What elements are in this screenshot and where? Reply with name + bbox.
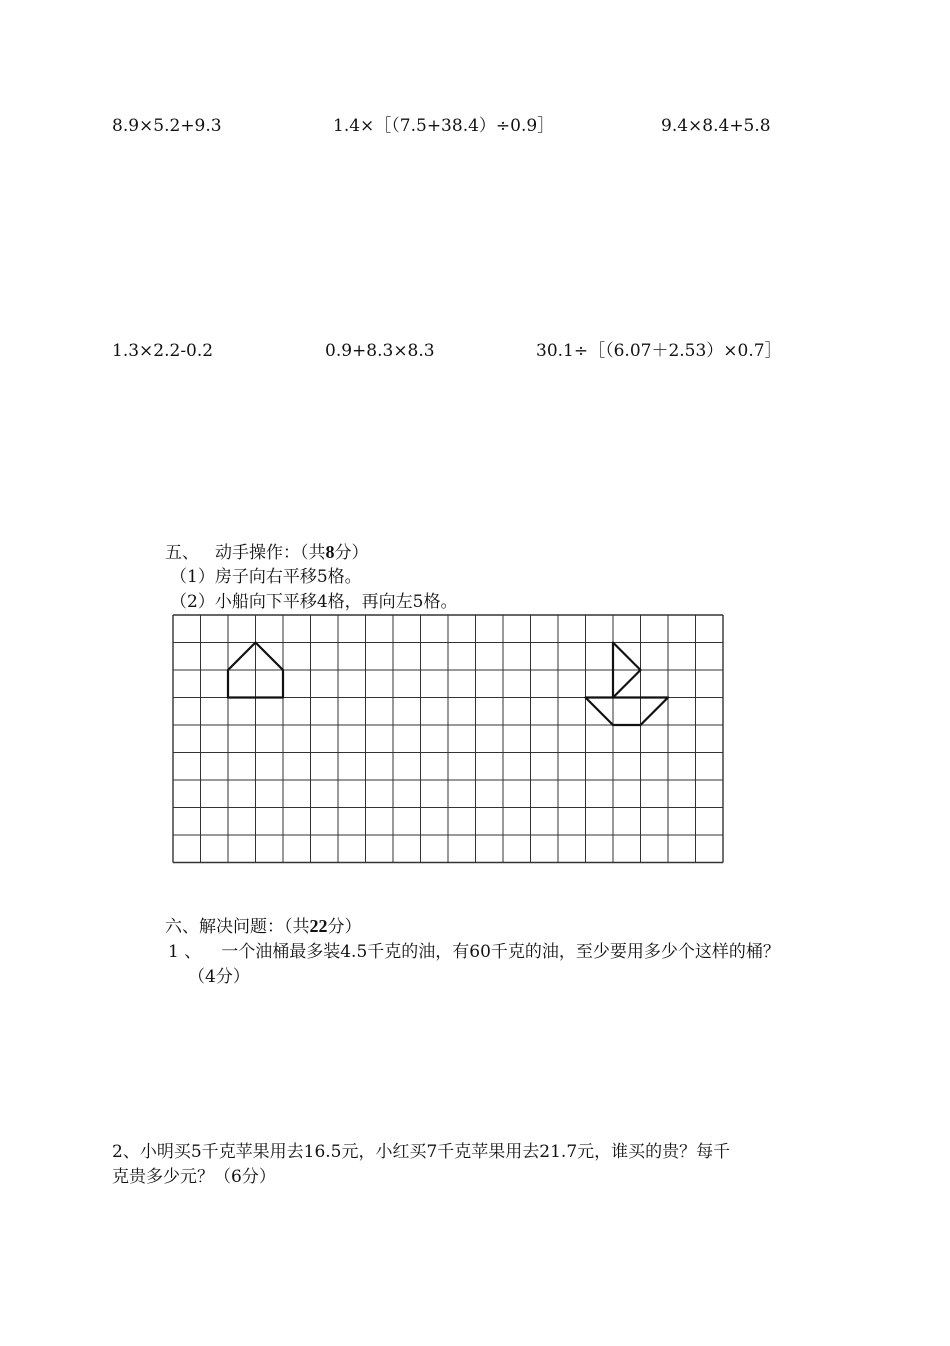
question1 bbox=[168, 941, 780, 963]
calc-expression: 8.9×5.2+9.3 bbox=[112, 116, 222, 136]
section6-points: 22 bbox=[309, 916, 328, 936]
section5-title-prefix: 动手操作：（共 bbox=[215, 543, 326, 563]
section5-number: 五、 bbox=[165, 543, 199, 563]
calc-expression: 1.3×2.2-0.2 bbox=[112, 341, 214, 361]
section5-task2: （2）小船向下平移4格，再向左5格。 bbox=[170, 592, 458, 612]
question1-score: （4分） bbox=[188, 967, 250, 987]
question2-line2: 克贵多少元？（6分） bbox=[112, 1167, 276, 1187]
calc-expression: 9.4×8.4+5.8 bbox=[661, 116, 771, 136]
section6-heading bbox=[165, 915, 362, 938]
question2-line1: 2、小明买5千克苹果用去16.5元，小红买7千克苹果用去21.7元，谁买的贵？每千 bbox=[112, 1142, 731, 1162]
section6-title-prefix: 六、解决问题：（共 bbox=[165, 917, 310, 937]
section5-title-suffix: 分） bbox=[334, 543, 369, 563]
calc-expression: 1.4×［（7.5+38.4）÷0.9］ bbox=[333, 116, 555, 136]
section5-heading bbox=[165, 541, 369, 564]
calc-expression: 0.9+8.3×8.3 bbox=[325, 341, 435, 361]
section5-points: 8 bbox=[325, 542, 335, 562]
translation-grid bbox=[172, 614, 727, 871]
grid-lines bbox=[173, 615, 723, 863]
question1-text: 一个油桶最多装4.5千克的油，有60千克的油，至少要用多少个这样的桶？ bbox=[221, 942, 780, 962]
section6-title-suffix: 分） bbox=[327, 917, 362, 937]
calc-expression: 30.1÷［（6.07＋2.53）×0.7］ bbox=[536, 341, 782, 361]
question1-number: 1 、 bbox=[168, 942, 202, 962]
section5-task1: （1）房子向右平移5格。 bbox=[170, 567, 362, 587]
boat-hull-shape bbox=[586, 698, 669, 726]
